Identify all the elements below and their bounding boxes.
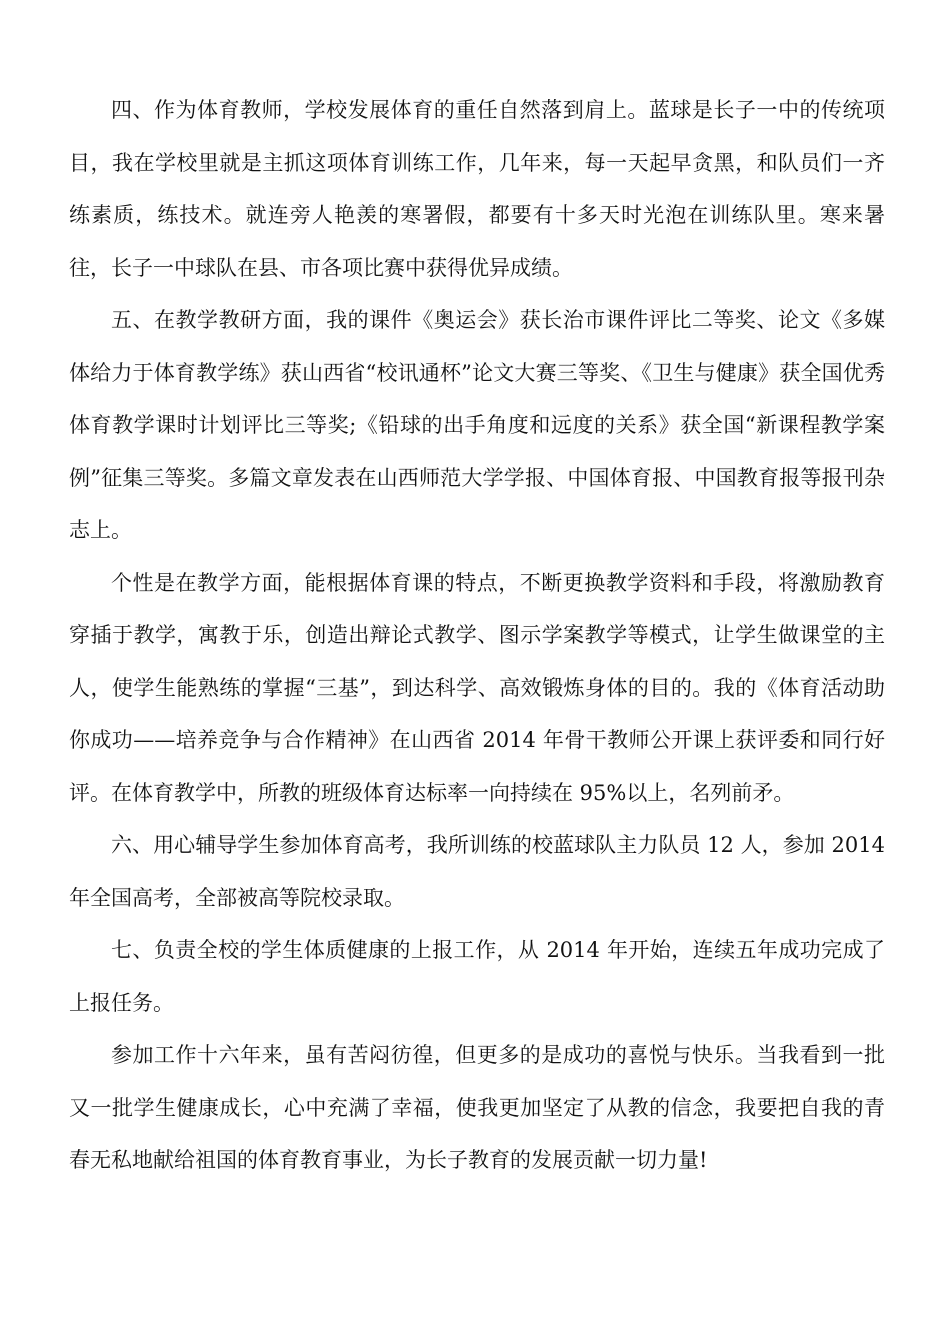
paragraph-conclusion: 参加工作十六年来，虽有苦闷彷徨，但更多的是成功的喜悦与快乐。当我看到一批又一批学生健康成长，心中充满了幸福，使我更加坚定了从教的信念，我要把自我的青春无私地献给祖国的体育教育事业，为长子教育的发展贡献一切力量! xyxy=(69,1043,885,1172)
paragraph-health-reporting: 七、负责全校的学生体质健康的上报工作，从 2014 年开始，连续五年成功完成了上报任务。 xyxy=(69,938,885,1015)
paragraph-teaching-research-awards: 五、在教学教研方面，我的课件《奥运会》获长治市课件评比二等奖、论文《多媒体给力于体育教学练》获山西省“校讯通杯”论文大赛三等奖、《卫生与健康》获全国优秀体育教学课时计划评比三等奖;《铅球的出手角度和远度的关系》获全国“新课程教学案例”征集三等奖。多篇文章发表在山西师范大学学报、中国体育报、中国教育报等报刊杂志上。 xyxy=(69,308,885,542)
document-body xyxy=(69,84,885,1187)
paragraph-basketball-training: 四、作为体育教师，学校发展体育的重任自然落到肩上。蓝球是长子一中的传统项目，我在学校里就是主抓这项体育训练工作，几年来，每一天起早贪黑，和队员们一齐练素质，练技术。就连旁人艳羡的寒署假，都要有十多天时光泡在训练队里。寒来暑往，长子一中球队在县、市各项比赛中获得优异成绩。 xyxy=(69,98,885,280)
paragraph-college-entrance-exam: 六、用心辅导学生参加体育高考，我所训练的校蓝球队主力队员 12 人，参加 2014 年全国高考，全部被高等院校录取。 xyxy=(69,833,885,910)
paragraph-teaching-methods: 个性是在教学方面，能根据体育课的特点，不断更换教学资料和手段，将激励教育穿插于教学，寓教于乐，创造出辩论式教学、图示学案教学等模式，让学生做课堂的主人，使学生能熟练的掌握“三基”，到达科学、高效锻炼身体的目的。我的《体育活动助你成功——培养竞争与合作精神》在山西省 2014 年骨干教师公开课上获评委和同行好评。在体育教学中，所教的班级体育达标率一向持续在 95%以上，名列前矛。 xyxy=(69,570,885,805)
